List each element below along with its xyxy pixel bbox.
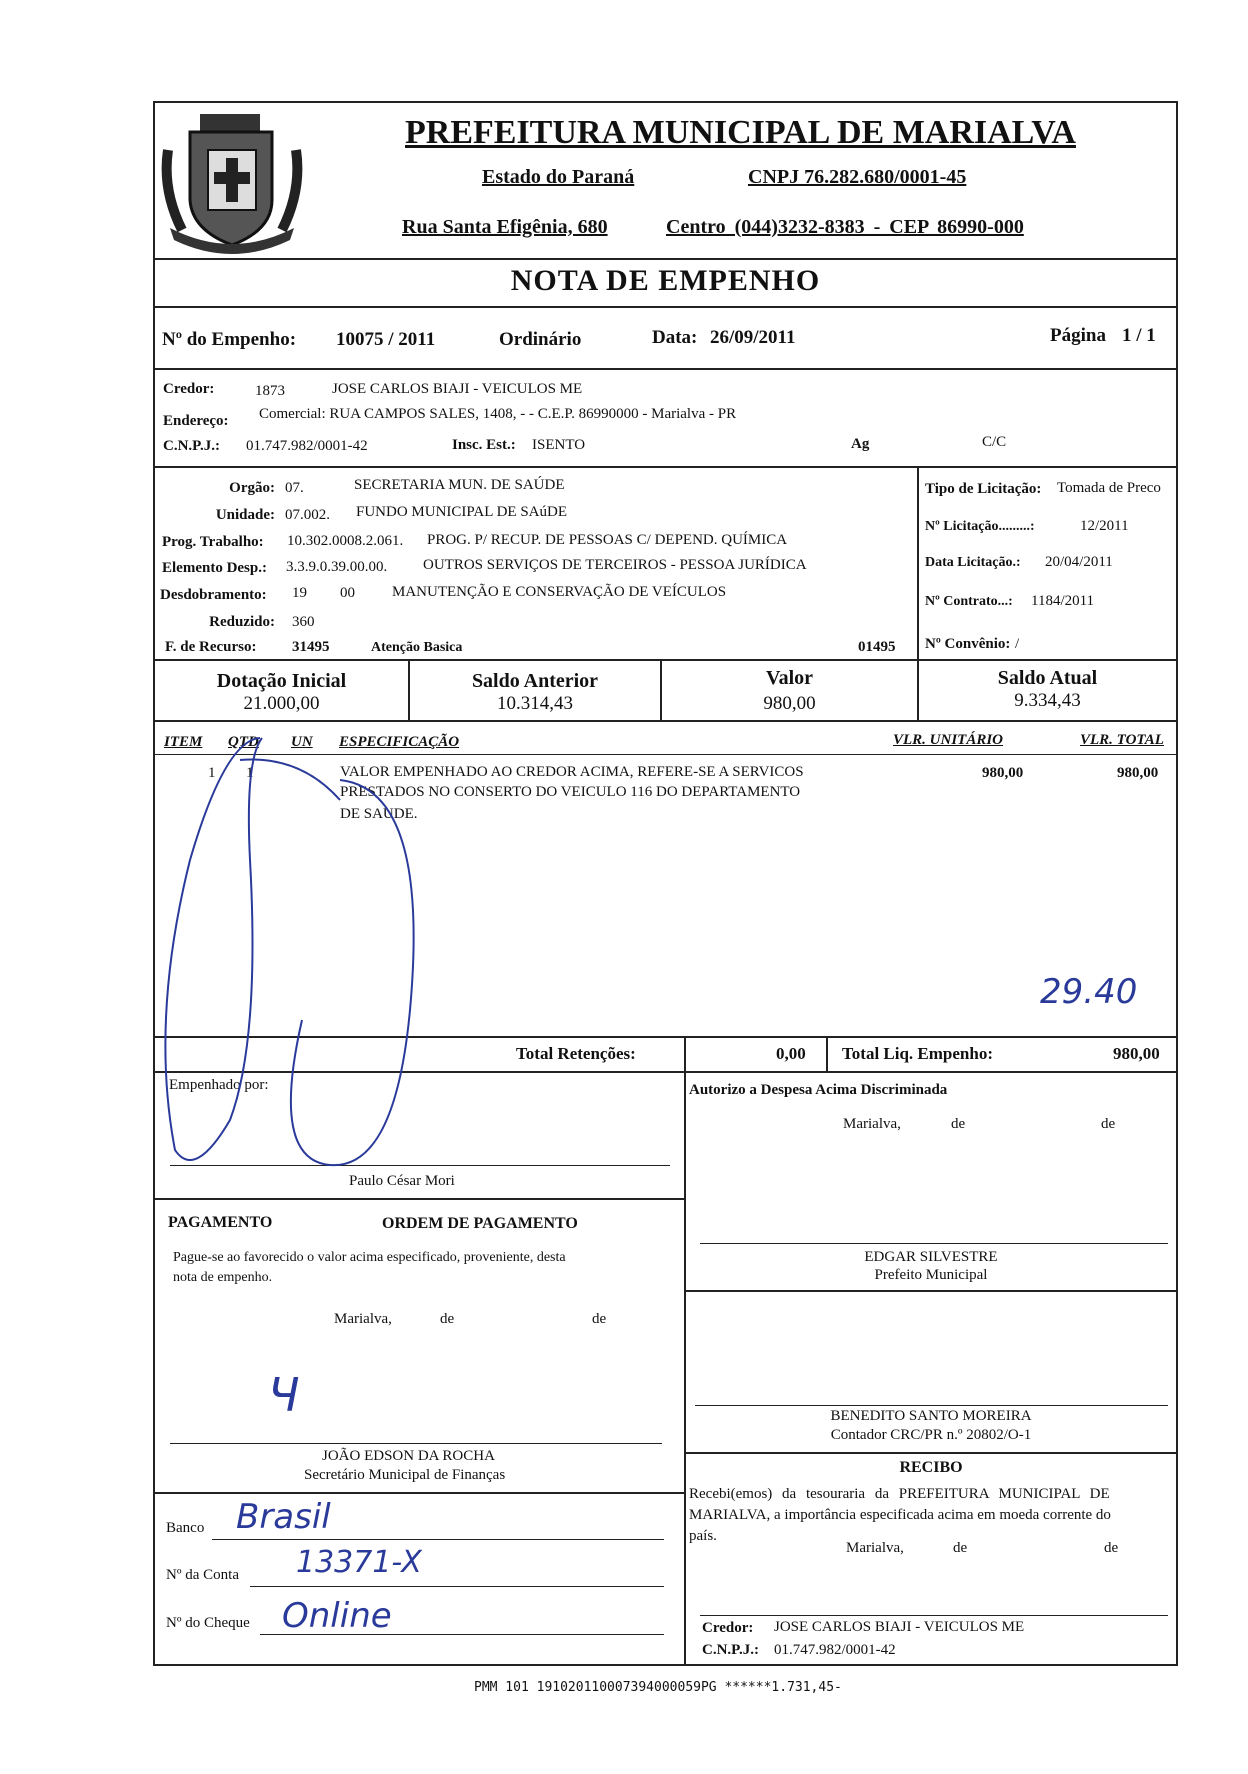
- col-especificacao: ESPECIFICAÇÃO: [339, 734, 460, 750]
- handwritten-note: 29.40: [1040, 972, 1138, 1012]
- orgao-label: Orgão:: [229, 480, 275, 496]
- recibo-cnpj-label: C.N.P.J.:: [702, 1642, 759, 1658]
- divider: [153, 368, 1178, 370]
- divider: [684, 1452, 1178, 1454]
- signature-line: [170, 1443, 662, 1444]
- banco-label: Banco: [166, 1520, 205, 1536]
- page-title: PREFEITURA MUNICIPAL DE MARIALVA: [405, 114, 1076, 151]
- empenho-date: 26/09/2011: [710, 327, 796, 348]
- prefeito-name: EDGAR SILVESTRE: [864, 1249, 998, 1265]
- desdobramento-name: MANUTENÇÃO E CONSERVAÇÃO DE VEÍCULOS: [392, 584, 727, 600]
- empenhado-label: Empenhado por:: [169, 1077, 269, 1093]
- recurso-name: Atenção Basica: [371, 640, 463, 655]
- divider: [153, 306, 1178, 308]
- reduzido-value: 360: [292, 614, 315, 630]
- total-retencoes-label: Total Retenções:: [516, 1044, 636, 1063]
- saldo-anterior-value: 10.314,43: [497, 693, 573, 714]
- divider: [917, 466, 919, 659]
- municipal-coat-of-arms: [160, 110, 305, 260]
- insc-label: Insc. Est.:: [452, 437, 516, 453]
- state-name: Estado do Paraná: [482, 166, 635, 188]
- prog-label: Prog. Trabalho:: [162, 534, 264, 550]
- recibo-title: RECIBO: [899, 1459, 963, 1476]
- dotacao-value: 21.000,00: [243, 693, 320, 714]
- total-liquido: 980,00: [1113, 1044, 1160, 1063]
- cc-label: C/C: [982, 434, 1007, 450]
- divider: [153, 1198, 684, 1200]
- item-desc-line1: VALOR EMPENHADO AO CREDOR ACIMA, REFERE-SE A SERVICOS: [340, 764, 804, 780]
- empenho-number-label: Nº do Empenho:: [162, 329, 297, 350]
- pagamento-text-line2: nota de empenho.: [173, 1270, 273, 1285]
- pagamento-title: PAGAMENTO: [168, 1214, 273, 1231]
- autorizo-de1: de: [951, 1116, 966, 1132]
- item-number: 1: [208, 765, 216, 781]
- col-unit-value: VLR. UNITÁRIO: [893, 732, 1004, 748]
- divider: [826, 1036, 828, 1071]
- cheque-handwritten: Online: [282, 1596, 392, 1636]
- divider: [153, 1492, 684, 1494]
- cnpj-label: C.N.P.J.:: [163, 438, 220, 454]
- licitacao-number: 12/2011: [1080, 518, 1129, 534]
- elemento-name: OUTROS SERVIÇOS DE TERCEIROS - PESSOA JURÍDICA: [423, 557, 807, 573]
- document-title: NOTA DE EMPENHO: [510, 264, 821, 297]
- conta-label: Nº da Conta: [166, 1567, 239, 1583]
- conta-handwritten: 13371-X: [296, 1545, 422, 1580]
- page-number: 1 / 1: [1122, 325, 1156, 346]
- credor-label: Credor:: [163, 381, 215, 397]
- cheque-label: Nº do Cheque: [166, 1615, 250, 1631]
- footer-code: PMM 101 191020110007394000059PG ******1.731,45-: [474, 1680, 842, 1695]
- pagamento-de1: de: [440, 1311, 455, 1327]
- recibo-de1: de: [953, 1540, 968, 1556]
- col-qtd: QTD: [228, 734, 259, 750]
- secretario-name: JOÃO EDSON DA ROCHA: [322, 1448, 495, 1464]
- divider: [153, 1071, 1178, 1073]
- contrato-label: Nº Contrato...:: [925, 594, 1013, 609]
- elemento-label: Elemento Desp.:: [162, 560, 267, 576]
- item-desc-line3: DE SAUDE.: [340, 806, 418, 822]
- header-address: Rua Santa Efigênia, 680: [402, 216, 608, 238]
- col-un: UN: [291, 734, 313, 750]
- recibo-de2: de: [1104, 1540, 1119, 1556]
- signature-line: [700, 1243, 1168, 1244]
- licitacao-date-label: Data Licitação.:: [925, 555, 1021, 570]
- header-cnpj: CNPJ 76.282.680/0001-45: [748, 166, 967, 188]
- recibo-credor-label: Credor:: [702, 1620, 754, 1636]
- recurso-number: 01495: [858, 639, 896, 655]
- divider: [153, 1036, 1178, 1038]
- convenio-value: /: [1015, 636, 1020, 652]
- total-liquido-label: Total Liq. Empenho:: [842, 1044, 993, 1063]
- desdobramento-label: Desdobramento:: [160, 587, 267, 603]
- elemento-code: 3.3.9.0.39.00.00.: [286, 559, 388, 575]
- convenio-label: Nº Convênio:: [925, 636, 1011, 652]
- recurso-code: 31495: [292, 639, 330, 655]
- recibo-text-line3: país.: [689, 1528, 717, 1544]
- recibo-text-line2: MARIALVA, a importância especificada acima em moeda corrente do: [689, 1507, 1111, 1523]
- licitacao-type-label: Tipo de Licitação:: [925, 481, 1042, 497]
- recurso-label: F. de Recurso:: [165, 639, 257, 655]
- recibo-text-line1: Recebi(emos) da tesouraria da PREFEITURA MUNICIPAL DE: [689, 1486, 1110, 1502]
- ag-label: Ag: [851, 436, 870, 452]
- contador-name: BENEDITO SANTO MOREIRA: [830, 1408, 1032, 1424]
- valor-value: 980,00: [763, 693, 816, 714]
- ordem-pagamento-title: ORDEM DE PAGAMENTO: [382, 1215, 578, 1232]
- divider: [153, 720, 1178, 722]
- credor-address: Comercial: RUA CAMPOS SALES, 1408, - - C.E.P. 86990000 - Marialva - PR: [259, 406, 737, 422]
- credor-name: JOSE CARLOS BIAJI - VEICULOS ME: [332, 381, 583, 397]
- autorizo-city: Marialva,: [843, 1116, 901, 1132]
- licitacao-number-label: Nº Licitação.........:: [925, 519, 1035, 534]
- saldo-anterior-label: Saldo Anterior: [471, 670, 599, 692]
- saldo-atual-value: 9.334,43: [1014, 690, 1081, 711]
- autorizo-de2: de: [1101, 1116, 1116, 1132]
- divider: [684, 1290, 1178, 1292]
- valor-label: Valor: [765, 667, 814, 689]
- banco-line: [212, 1539, 664, 1540]
- desdobramento-b: 00: [340, 585, 355, 601]
- credor-code: 1873: [255, 383, 285, 399]
- contador-role: Contador CRC/PR n.º 20802/O-1: [830, 1427, 1032, 1443]
- divider: [153, 466, 1178, 468]
- date-label: Data:: [652, 327, 698, 348]
- credor-cnpj: 01.747.982/0001-42: [246, 438, 368, 454]
- empenhado-name: Paulo César Mori: [349, 1173, 455, 1189]
- autorizo-title: Autorizo a Despesa Acima Discriminada: [689, 1082, 948, 1098]
- recibo-cnpj: 01.747.982/0001-42: [774, 1642, 896, 1658]
- orgao-name: SECRETARIA MUN. DE SAÚDE: [354, 477, 565, 493]
- item-desc-line2: PRESTADOS NO CONSERTO DO VEICULO 116 DO DEPARTAMENTO: [340, 784, 801, 800]
- empenho-type: Ordinário: [499, 329, 582, 350]
- saldo-atual-label: Saldo Atual: [997, 667, 1098, 689]
- prog-code: 10.302.0008.2.061.: [287, 533, 404, 549]
- orgao-code: 07.: [285, 480, 304, 496]
- unidade-code: 07.002.: [285, 507, 330, 523]
- empenho-number: 10075 / 2011: [336, 329, 436, 350]
- col-item: ITEM: [164, 734, 203, 750]
- header-district-phone: Centro (044)3232-8383 - CEP 86990-000: [666, 216, 1024, 238]
- divider: [153, 258, 1178, 260]
- licitacao-type: Tomada de Preco: [1057, 480, 1161, 496]
- divider: [153, 754, 1178, 755]
- secretario-signature: Ч: [268, 1368, 300, 1422]
- unidade-label: Unidade:: [215, 507, 275, 523]
- divider: [684, 1071, 686, 1666]
- licitacao-date: 20/04/2011: [1045, 554, 1113, 570]
- secretario-role: Secretário Municipal de Finanças: [304, 1467, 506, 1483]
- recibo-credor: JOSE CARLOS BIAJI - VEICULOS ME: [774, 1619, 1025, 1635]
- banco-handwritten: Brasil: [236, 1497, 331, 1537]
- dotacao-label: Dotação Inicial: [216, 670, 347, 692]
- signature-line: [700, 1615, 1168, 1616]
- prefeito-role: Prefeito Municipal: [874, 1267, 988, 1283]
- recibo-city: Marialva,: [846, 1540, 904, 1556]
- total-retencoes: 0,00: [776, 1044, 806, 1063]
- divider: [684, 1036, 686, 1071]
- insc-value: ISENTO: [532, 437, 586, 453]
- desdobramento-a: 19: [292, 585, 307, 601]
- address-label: Endereço:: [163, 413, 229, 429]
- contrato-number: 1184/2011: [1031, 593, 1095, 609]
- signature-line: [170, 1165, 670, 1166]
- item-qtd: 1: [246, 765, 254, 781]
- reduzido-label: Reduzido:: [209, 614, 275, 630]
- pagamento-city: Marialva,: [334, 1311, 392, 1327]
- signature-line: [695, 1405, 1168, 1406]
- item-unit-value: 980,00: [982, 765, 1024, 781]
- prog-name: PROG. P/ RECUP. DE PESSOAS C/ DEPEND. QUÍMICA: [427, 532, 788, 548]
- page-label: Página: [1050, 325, 1106, 346]
- col-total-value: VLR. TOTAL: [1080, 732, 1164, 748]
- unidade-name: FUNDO MUNICIPAL DE SAúDE: [356, 504, 567, 520]
- item-total-value: 980,00: [1117, 765, 1159, 781]
- conta-line: [250, 1586, 664, 1587]
- divider: [153, 659, 1178, 661]
- pagamento-text-line1: Pague-se ao favorecido o valor acima especificado, proveniente, desta: [173, 1250, 566, 1265]
- pagamento-de2: de: [592, 1311, 607, 1327]
